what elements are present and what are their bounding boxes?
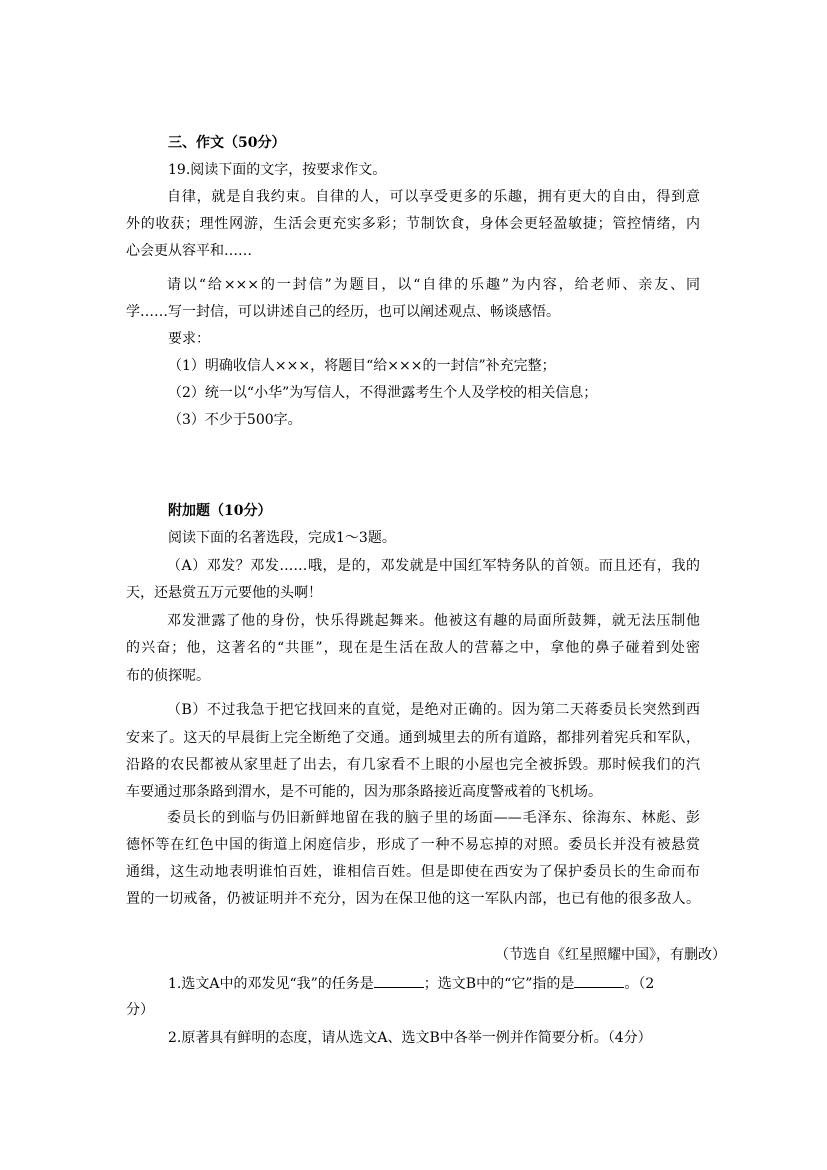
question-1 (168, 973, 728, 993)
passage-line: 的兴奋；他，这著名的“共匪”，现在是生活在敌人的营幕之中，拿他的鼻子碰着到处密 (126, 640, 700, 656)
passage-line: 天，还悬赏五万元要他的头啊！ (126, 585, 322, 601)
intro-text: 阅读下面的名著选段，完成1～3题。 (168, 530, 396, 546)
paragraph-line: 请以“给×××的一封信”为题目，以“自律的乐趣”为内容，给老师、亲友、同 (167, 277, 700, 293)
requirements-label: 要求： (168, 331, 210, 347)
passage-line: 沿路的农民都被从家里赶了出去，有几家看不上眼的小屋也完全被拆毁。那时候我们的汽 (126, 757, 700, 773)
passage-line: 通缉，这生动地表明谁怕百姓，谁相信百姓。但是即使在西安为了保护委员长的生命而布 (126, 864, 700, 880)
paragraph-line: 外的收获；理性网游，生活会更充实多彩；节制饮食，身体会更轻盈敏捷；管控情绪，内 (126, 216, 700, 232)
requirement-item: （3）不少于500字。 (168, 412, 302, 428)
paragraph-line: 自律，就是自我约束。自律的人，可以享受更多的乐趣，拥有更大的自由，得到意 (167, 189, 700, 205)
question-1-part-a: 1.选文A中的邓发见“我”的任务是 (168, 976, 374, 992)
passage-line: （A）邓发？邓发……哦，是的，邓发就是中国红军特务队的首领。而且还有，我的 (167, 558, 700, 574)
question-1-part-c: 。（2 (624, 976, 655, 992)
passage-line: 布的侦探呢。 (126, 668, 210, 684)
answer-blank[interactable] (374, 973, 424, 988)
passage-line: 置的一切戒备，仍被证明并不充分，因为在保卫他的这一军队内部，也已有他的很多敌人。 (126, 891, 700, 907)
passage-line: 车要通过那条路到渭水，是不可能的，因为那条路接近高度警戒着的飞机场。 (126, 784, 602, 800)
answer-blank[interactable] (574, 973, 624, 988)
requirement-item: （1）明确收信人×××，将题目“给×××的一封信”补充完整； (168, 358, 556, 374)
question-19: 19.阅读下面的文字，按要求作文。 (168, 162, 387, 178)
passage-line: 德怀等在红色中国的街道上闲庭信步，形成了一种不易忘掉的对照。委员长并没有被悬赏 (126, 837, 700, 853)
section-title: 三、作文（50分） (168, 135, 286, 151)
paragraph-line: 心会更从容平和…… (126, 243, 252, 259)
section-title: 附加题（10分） (168, 503, 272, 519)
passage-line: 安来了。这天的早晨街上完全断绝了交通。通到城里去的所有道路，都排列着宪兵和军队， (126, 730, 700, 746)
paragraph-line: 学……写一封信，可以讲述自己的经历，也可以阐述观点、畅谈感悟。 (126, 304, 560, 320)
question-1-continued: 分） (126, 1002, 154, 1018)
requirement-item: （2）统一以“小华”为写信人，不得泄露考生个人及学校的相关信息； (168, 385, 598, 401)
passage-line: 委员长的到临与仍旧新鲜地留在我的脑子里的场面——毛泽东、徐海东、林彪、彭 (167, 810, 700, 826)
question-2: 2.原著具有鲜明的态度，请从选文A、选文B中各举一例并作简要分析。（4分） (168, 1030, 652, 1046)
passage-line: 邓发泄露了他的身份，快乐得跳起舞来。他被这有趣的局面所鼓舞，就无法压制他 (167, 613, 700, 629)
question-1-part-b: ；选文B中的“它”指的是 (423, 976, 575, 992)
passage-line: （B）不过我急于把它找回来的直觉，是绝对正确的。因为第二天蒋委员长突然到西 (167, 702, 700, 718)
source-citation: （节选自《红星照耀中国》，有删改） (495, 947, 726, 963)
